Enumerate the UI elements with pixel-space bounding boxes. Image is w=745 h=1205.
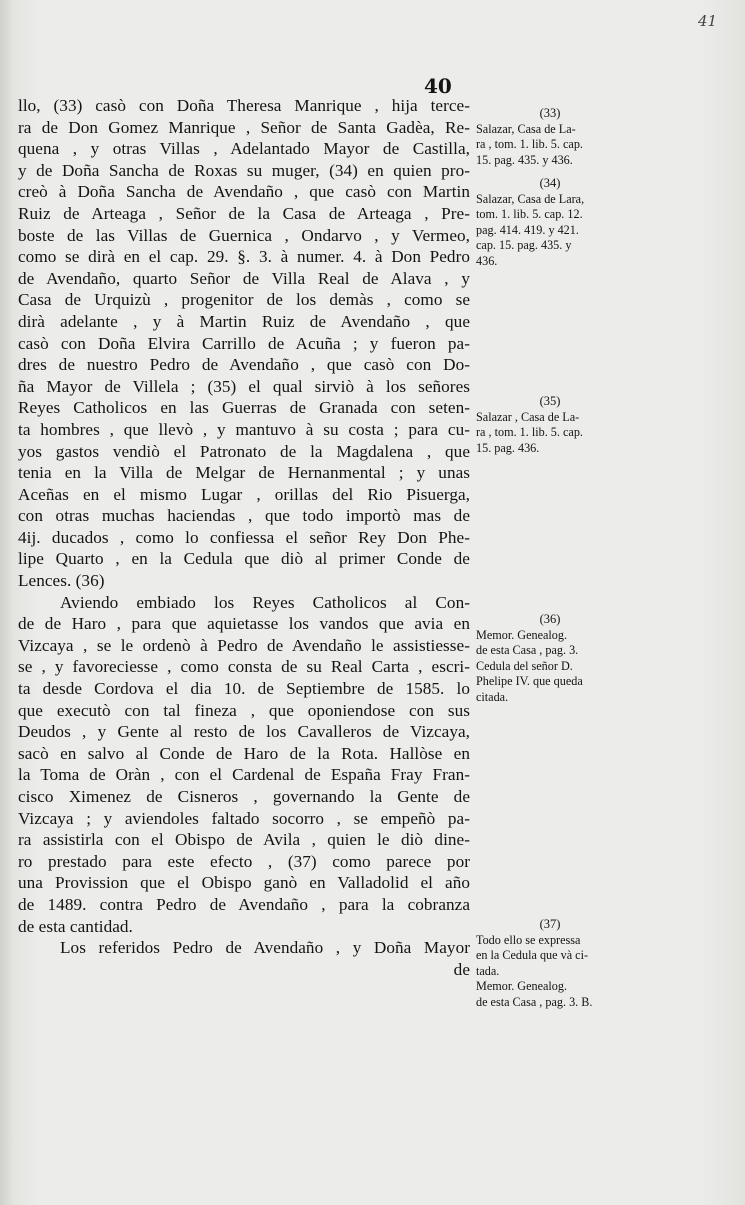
note-line: Todo ello se expressa xyxy=(476,932,581,947)
paragraph-start-line: Aviendo embiado los Reyes Catholicos al Con- xyxy=(60,592,470,612)
text-line: quena , y otras Villas , Adelantado Mayor de Castilla, xyxy=(18,139,470,159)
note-line: pag. 414. 419. y 421. xyxy=(476,222,579,237)
note-line: Salazar, Casa de Lara, xyxy=(476,191,585,206)
note-number: (33) xyxy=(539,106,561,120)
note-line: 15. pag. 435. y 436. xyxy=(476,152,573,167)
text-line: Lences. (36) xyxy=(18,571,105,591)
text-line: ta desde Cordova el dia 10. de Septiembre de 1585. lo xyxy=(18,679,470,699)
note-line: Salazar , Casa de La- xyxy=(476,409,580,424)
text-line: la Toma de Oràn , con el Cardenal de España Fray Fran- xyxy=(18,765,470,785)
note-number: (34) xyxy=(539,176,561,190)
note-line: tada. xyxy=(476,963,500,978)
note-line: cap. 15. pag. 435. y xyxy=(476,238,572,253)
note-line: Phelipe IV. que queda xyxy=(476,674,583,689)
note-line: ra , tom. 1. lib. 5. cap. xyxy=(476,425,583,440)
paragraph-start-line: Los referidos Pedro de Avendaño , y Doña Mayor xyxy=(60,938,470,958)
note-line: en la Cedula que và ci- xyxy=(476,948,589,963)
text-line: una Provission que el Obispo ganò en Valladolid el año xyxy=(18,873,470,893)
note-line: Memor. Genealog. xyxy=(476,979,568,994)
text-line: dirà adelante , y à Martin Ruiz de Avendaño , que xyxy=(18,311,470,331)
text-line: como se dirà en el cap. 29. §. 3. à numer. 4. à Don Pedro xyxy=(18,247,470,267)
text-line: 4ij. ducados , como lo confiessa el señor Rey Don Phe- xyxy=(18,527,470,547)
text-line: casò con Doña Elvira Carrillo de Acuña ; y fueron pa- xyxy=(18,333,470,353)
note-line: 15. pag. 436. xyxy=(476,440,540,455)
folio-number: 41 xyxy=(698,12,718,30)
text-line: que executò con tal fineza , que oponiendose con sus xyxy=(18,700,470,720)
text-line: ra de Don Gomez Manrique , Señor de Santa Gadèa, Re- xyxy=(18,117,470,137)
text-line: lipe Quarto , en la Cedula que diò al primer Conde de xyxy=(18,549,470,569)
text-line: tenia en la Villa de Melgar de Hernanmental ; y unas xyxy=(18,463,470,483)
note-line: Memor. Genealog. xyxy=(476,627,568,642)
text-line: Deudos , y Gente al resto de los Cavalleros de Vizcaya, xyxy=(18,722,470,742)
text-line: creò à Doña Sancha de Avendaño , que casò con Martin xyxy=(18,182,470,202)
note-line: Salazar, Casa de La- xyxy=(476,121,576,136)
text-line: con otras muchas haciendas , que todo importò mas de xyxy=(18,506,470,526)
text-line: y de Doña Sancha de Roxas su muger, (34) en quien pro- xyxy=(18,160,470,180)
text-line: Ruiz de Arteaga , Señor de la Casa de Arteaga , Pre- xyxy=(18,203,470,223)
catchword: de xyxy=(453,959,470,979)
text-line: Vizcaya , se le ordenò à Pedro de Avendaño le assistiesse- xyxy=(18,635,470,655)
note-line: de esta Casa , pag. 3. B. xyxy=(476,994,593,1009)
text-line: ña Mayor de Villela ; (35) el qual sirviò à los señores xyxy=(18,376,470,396)
text-line: de 1489. contra Pedro de Avendaño , para la cobranza xyxy=(18,894,470,914)
note-number: (37) xyxy=(539,917,561,931)
text-line: Aceñas en el mismo Lugar , orillas del Rio Pisuerga, xyxy=(18,484,470,504)
margin-note-37 xyxy=(476,917,624,1011)
margin-note-35 xyxy=(476,394,624,456)
note-line: tom. 1. lib. 5. cap. 12. xyxy=(476,207,583,222)
text-line: Vizcaya ; y aviendoles faltado socorro , se empeñò pa- xyxy=(18,808,470,828)
margin-note-34 xyxy=(476,176,624,270)
text-line: se , y favoreciesse , como consta de su Real Carta , escri- xyxy=(18,657,470,677)
text-line: boste de las Villas de Guernica , Ondarvo , y Vermeo, xyxy=(18,225,470,245)
text-line: ro prestado para este efecto , (37) como parece por xyxy=(18,851,470,871)
text-line: ta hombres , que llevò , y mantuvo à su costa ; para cu- xyxy=(18,419,470,439)
text-line: ra assistirla con el Obispo de Avila , quien le diò dine- xyxy=(18,830,470,850)
text-line: de Avendaño, quarto Señor de Villa Real de Alava , y xyxy=(18,268,470,288)
text-line: de de Haro , para que aquietasse los vandos que avia en xyxy=(18,614,470,634)
note-line: 436. xyxy=(476,253,498,268)
note-line: Cedula del señor D. xyxy=(476,658,573,673)
text-line: Reyes Catholicos en las Guerras de Granada con seten- xyxy=(18,398,470,418)
margin-note-33 xyxy=(476,106,624,168)
main-text-block xyxy=(18,95,470,980)
page-number: 40 xyxy=(424,74,452,98)
note-number: (35) xyxy=(539,394,561,408)
text-line: sacò en salvo al Conde de Haro de la Rota. Hallòse en xyxy=(18,743,470,763)
note-number: (36) xyxy=(539,612,561,626)
text-line: cisco Ximenez de Cisneros , governando la Gente de xyxy=(18,787,470,806)
text-line: Casa de Urquizù , progenitor de los demàs , como se xyxy=(18,290,470,310)
note-line: citada. xyxy=(476,689,509,704)
text-line: dres de nuestro Pedro de Avendaño , que casò con Do- xyxy=(18,355,470,375)
text-line: llo, (33) casò con Doña Theresa Manrique , hija terce- xyxy=(18,96,470,115)
note-line: ra , tom. 1. lib. 5. cap. xyxy=(476,137,583,152)
note-line: de esta Casa , pag. 3. xyxy=(476,643,579,658)
margin-note-36 xyxy=(476,612,624,706)
text-line: de esta cantidad. xyxy=(18,916,133,936)
text-line: yos gastos vendiò el Patronato de la Magdalena , que xyxy=(18,441,470,461)
